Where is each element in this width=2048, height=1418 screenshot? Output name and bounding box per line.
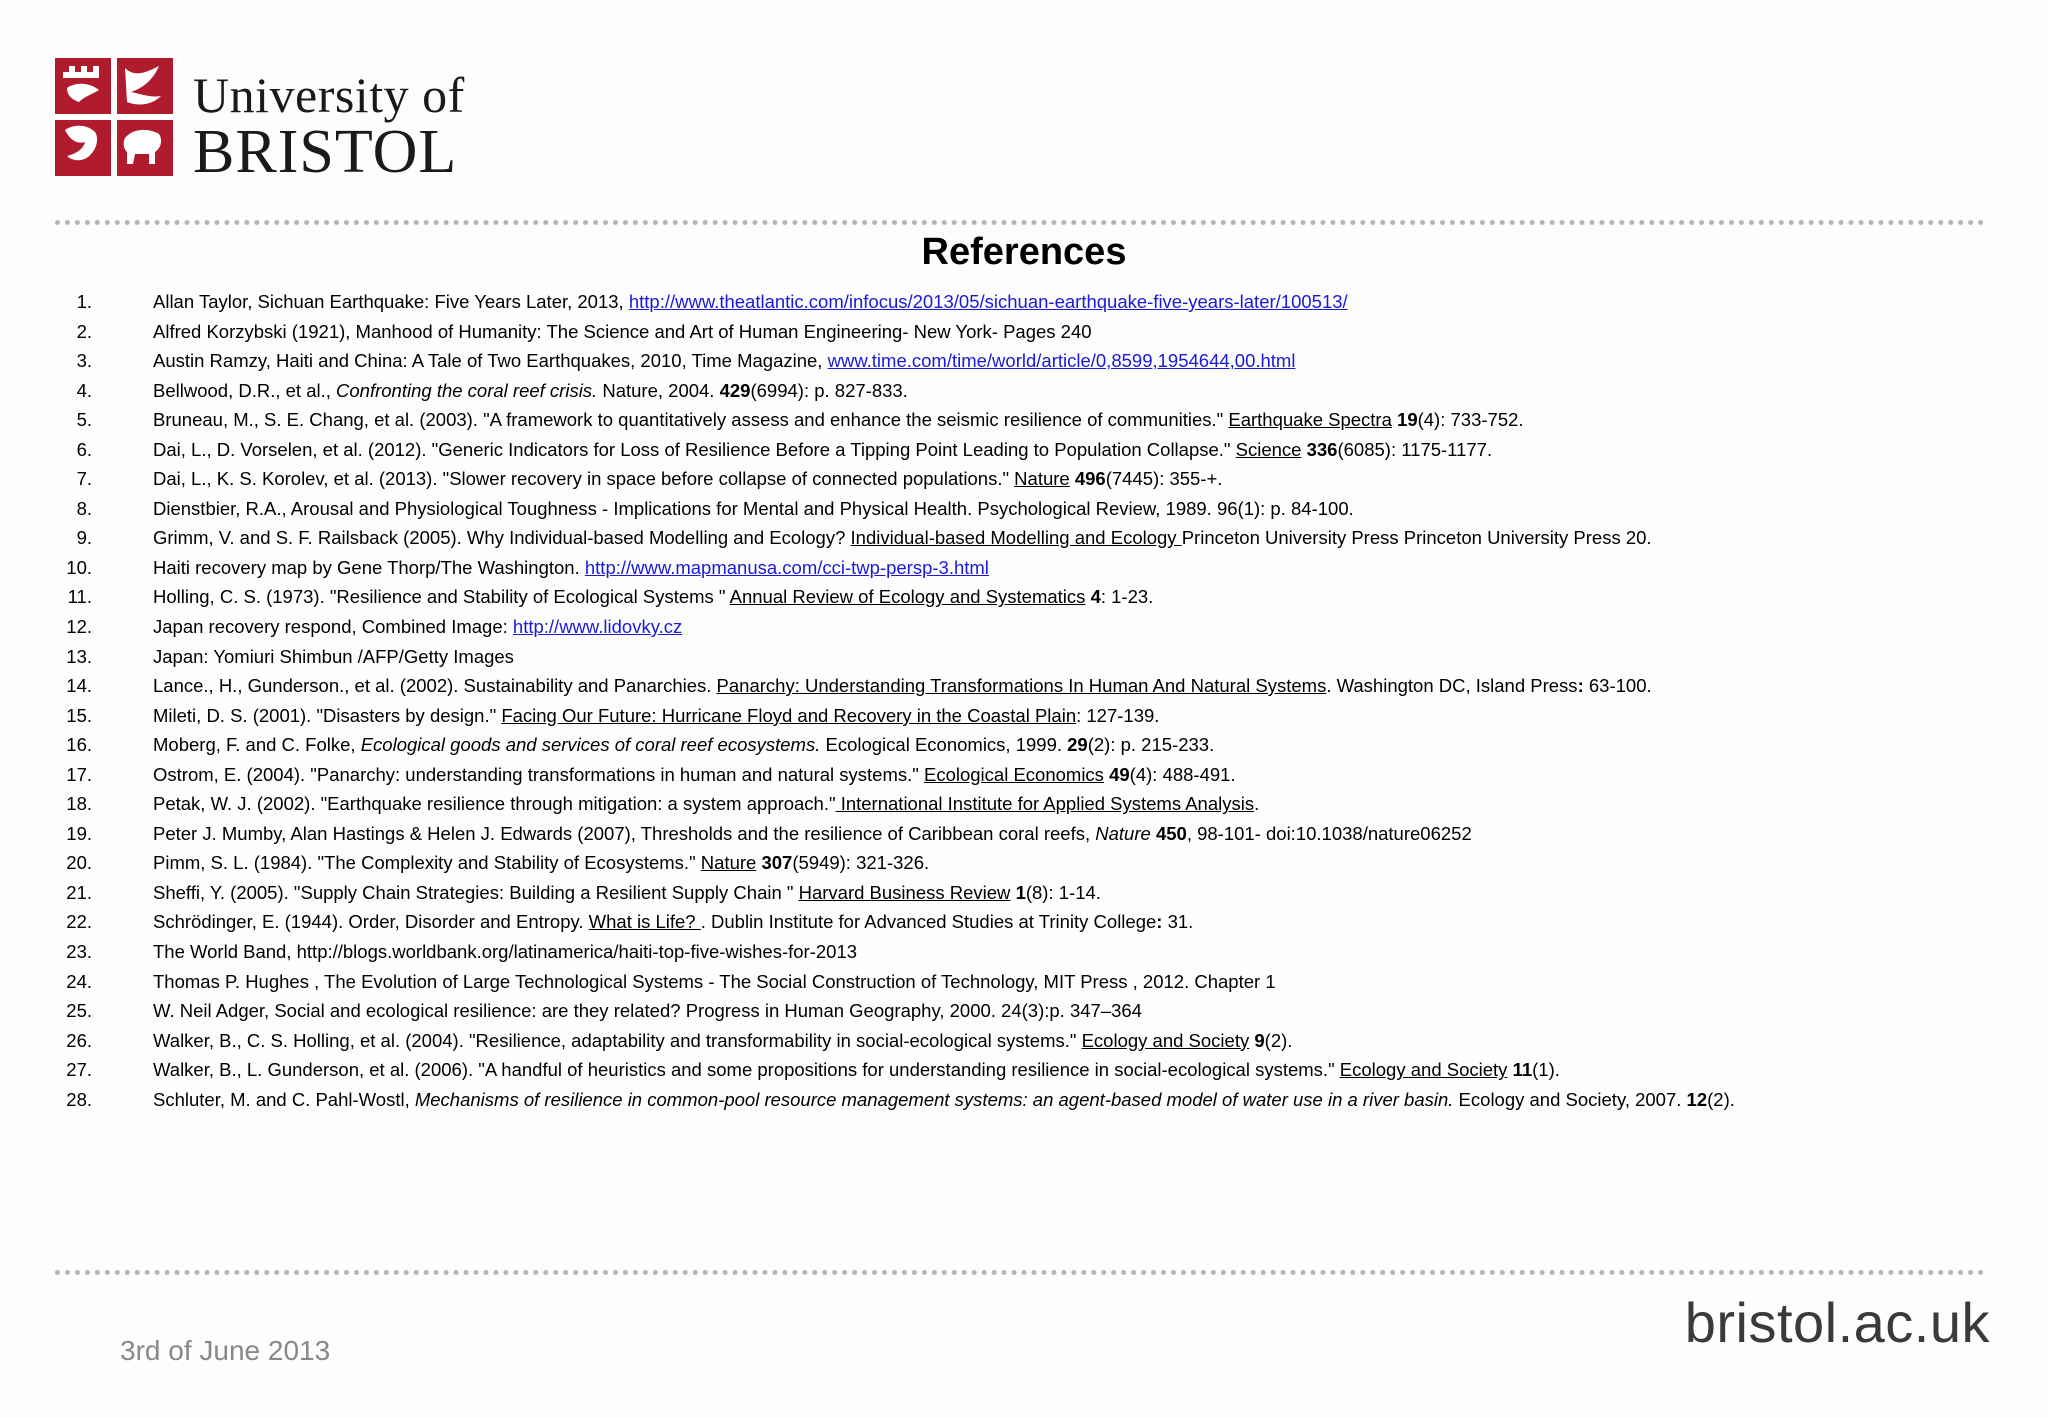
reference-item: [0, 730, 2048, 760]
reference-number: 2.: [76, 320, 92, 342]
reference-link[interactable]: http://www.mapmanusa.com/cci-twp-persp-3.html: [584, 556, 989, 578]
reference-text-segment: Haiti recovery map by Gene Thorp/The Washington.: [153, 556, 585, 578]
bottom-divider: [55, 1270, 1985, 1275]
reference-text-segment: (8): 1-14.: [1025, 881, 1101, 903]
reference-item: [0, 494, 2048, 524]
reference-text: [153, 701, 1159, 731]
reference-text-segment: Bellwood, D.R., et al.,: [153, 379, 337, 401]
reference-text: [153, 553, 989, 583]
reference-item: [0, 1085, 2048, 1115]
reference-bold-text: 49: [1109, 763, 1130, 785]
reference-text-segment: The World Band, http://blogs.worldbank.org/latinamerica/haiti-top-five-wishes-for-2013: [153, 941, 858, 963]
reference-number: 7.: [76, 468, 92, 490]
reference-number: 11.: [67, 586, 92, 608]
reference-text-segment: Peter J. Mumby, Alan Hastings & Helen J. Edwards (2007), Thresholds and the resilience of Caribbean coral reefs,: [153, 822, 1096, 844]
reference-italic-text: Nature: [1095, 822, 1151, 844]
reference-text-segment: Mileti, D. S. (2001). "Disasters by design.": [153, 704, 502, 726]
reference-text-segment: 31.: [1162, 911, 1194, 933]
reference-number: 15.: [66, 704, 92, 726]
reference-number: 18.: [66, 793, 92, 815]
reference-bold-text: 307: [761, 852, 793, 874]
reference-item: [0, 819, 2048, 849]
reference-source-title: Individual-based Modelling and Ecology: [850, 527, 1182, 549]
reference-item: [0, 1055, 2048, 1085]
reference-text-segment: (4): 733-752.: [1417, 409, 1524, 431]
reference-text-segment: (1).: [1532, 1059, 1560, 1081]
reference-bold-text: :: [1577, 675, 1584, 697]
logo-wordmark: [193, 67, 465, 186]
reference-text: [153, 789, 1259, 819]
reference-number: 20.: [66, 852, 92, 874]
logo-line-university-of: University of: [193, 67, 465, 123]
reference-text: [153, 494, 1354, 524]
reference-source-title: Annual Review of Ecology and Systematics: [729, 586, 1086, 608]
reference-text: [153, 464, 1222, 494]
reference-text-segment: , 98-101- doi:10.1038/nature06252: [1186, 822, 1472, 844]
reference-text: [153, 671, 1652, 701]
reference-text-segment: Walker, B., L. Gunderson, et al. (2006). "A handful of heuristics and some propositions for understanding resilience in social-ecological systems.": [153, 1059, 1340, 1081]
reference-text-segment: Pimm, S. L. (1984). "The Complexity and Stability of Ecosystems.": [153, 852, 701, 874]
reference-item: [0, 760, 2048, 790]
reference-number: 5.: [76, 409, 92, 431]
reference-text-segment: Dai, L., D. Vorselen, et al. (2012). "Generic Indicators for Loss of Resilience Before a Tipping Point Leading to Population Collapse.": [153, 438, 1236, 460]
reference-source-title: What is Life?: [588, 911, 701, 933]
reference-text-segment: (7445): 355-+.: [1105, 468, 1223, 490]
reference-text-segment: . Washington DC, Island Press: [1326, 675, 1578, 697]
reference-number: 17.: [66, 763, 92, 785]
reference-text: [153, 1055, 1560, 1085]
page-title: References: [921, 231, 1127, 273]
reference-text: [153, 937, 857, 967]
reference-number: 22.: [66, 911, 92, 933]
reference-source-title: Ecological Economics: [923, 763, 1104, 785]
reference-text: [153, 760, 1236, 790]
reference-text: [153, 907, 1193, 937]
reference-text-segment: Thomas P. Hughes , The Evolution of Large Technological Systems - The Social Construction of Technology, MIT Press , 2012. Chapter 1: [153, 970, 1276, 992]
reference-text: [153, 967, 1276, 997]
reference-text: [153, 376, 908, 406]
reference-text: [153, 1085, 1735, 1115]
reference-bold-text: 1: [1015, 881, 1026, 903]
reference-source-title: International Institute for Applied Systems Analysis: [835, 793, 1255, 815]
reference-link[interactable]: http://www.lidovky.cz: [512, 616, 683, 638]
reference-text-segment: Allan Taylor, Sichuan Earthquake: Five Years Later, 2013,: [153, 291, 629, 312]
reference-text-segment: Petak, W. J. (2002). "Earthquake resilience through mitigation: a system approach.": [153, 793, 836, 815]
reference-item: [0, 967, 2048, 997]
reference-text-segment: Dai, L., K. S. Korolev, et al. (2013). "Slower recovery in space before collapse of connected populations.": [153, 468, 1015, 490]
reference-bold-text: 429: [719, 379, 751, 401]
reference-source-title: Facing Our Future: Hurricane Floyd and Recovery in the Coastal Plain: [501, 704, 1077, 726]
reference-text: [153, 612, 682, 642]
reference-text: [153, 287, 1348, 317]
reference-text: [153, 878, 1101, 908]
reference-text: [153, 996, 1142, 1026]
reference-number: 26.: [66, 1029, 92, 1051]
reference-item: [0, 996, 2048, 1026]
reference-text-segment: Bruneau, M., S. E. Chang, et al. (2003). "A framework to quantitatively assess and enhance the seismic resilience of communities.": [153, 409, 1229, 431]
reference-text-segment: Walker, B., C. S. Holling, et al. (2004). "Resilience, adaptability and transformability in social-ecological systems.": [153, 1029, 1082, 1051]
logo-line-bristol: BRISTOL: [193, 118, 458, 186]
reference-number: 10.: [66, 556, 92, 578]
reference-text-segment: Princeton University Press Princeton University Press 20.: [1181, 527, 1652, 549]
footer-site: bristol.ac.uk: [1684, 1291, 1990, 1354]
reference-text: [153, 317, 1092, 347]
reference-text-segment: (2).: [1264, 1029, 1293, 1051]
reference-item: [0, 937, 2048, 967]
reference-text-segment: Ostrom, E. (2004). "Panarchy: understanding transformations in human and natural systems.": [153, 763, 924, 785]
reference-bold-text: 336: [1306, 438, 1338, 460]
reference-number: 27.: [66, 1059, 92, 1081]
reference-text-segment: . Dublin Institute for Advanced Studies at Trinity College: [700, 911, 1157, 933]
reference-text: [153, 523, 1652, 553]
reference-item: [0, 523, 2048, 553]
reference-number: 6.: [76, 438, 92, 460]
reference-text-segment: Austin Ramzy, Haiti and China: A Tale of Two Earthquakes, 2010, Time Magazine,: [153, 350, 828, 372]
reference-text-segment: (6994): p. 827-833.: [750, 379, 908, 401]
reference-link[interactable]: www.time.com/time/world/article/0,8599,1954644,00.html: [827, 350, 1296, 372]
reference-bold-text: 4: [1090, 586, 1101, 608]
reference-text-segment: (5949): 321-326.: [792, 852, 930, 874]
reference-bold-text: 12: [1686, 1088, 1708, 1110]
reference-text-segment: : 127-139.: [1076, 704, 1160, 726]
reference-text-segment: Lance., H., Gunderson., et al. (2002). Sustainability and Panarchies.: [153, 675, 717, 697]
reference-text: [153, 405, 1524, 435]
reference-text-segment: 63-100.: [1583, 675, 1652, 697]
reference-item: [0, 907, 2048, 937]
reference-item: [0, 878, 2048, 908]
reference-text: [153, 582, 1153, 612]
reference-item: [0, 553, 2048, 583]
reference-text-segment: Japan recovery respond, Combined Image:: [153, 616, 513, 638]
reference-item: [0, 346, 2048, 376]
reference-text-segment: (6085): 1175-1177.: [1337, 438, 1493, 460]
reference-source-title: Panarchy: Understanding Transformations In Human And Natural Systems: [716, 675, 1327, 697]
reference-number: 3.: [76, 350, 92, 372]
reference-item: [0, 789, 2048, 819]
reference-italic-text: Ecological goods and services of coral reef ecosystems.: [360, 734, 821, 756]
reference-item: [0, 1026, 2048, 1056]
reference-text-segment: Sheffi, Y. (2005). "Supply Chain Strategies: Building a Resilient Supply Chain ": [153, 881, 799, 903]
reference-text-segment: (2): p. 215-233.: [1087, 734, 1215, 756]
reference-number: 28.: [66, 1088, 92, 1110]
reference-item: [0, 317, 2048, 347]
reference-number: 16.: [66, 734, 92, 756]
reference-text: [153, 435, 1492, 465]
reference-number: 14.: [66, 675, 92, 697]
reference-bold-text: 496: [1074, 468, 1106, 490]
reference-text-segment: Grimm, V. and S. F. Railsback (2005). Why Individual-based Modelling and Ecology?: [153, 527, 851, 549]
reference-text: [153, 642, 514, 672]
reference-source-title: Ecology and Society: [1339, 1059, 1508, 1081]
reference-italic-text: Confronting the coral reef crisis.: [336, 379, 598, 401]
reference-bold-text: 19: [1397, 409, 1418, 431]
footer-date: 3rd of June 2013: [120, 1335, 331, 1366]
top-divider: [55, 220, 1985, 225]
reference-number: 23.: [66, 941, 92, 963]
reference-text: [153, 730, 1214, 760]
reference-item: [0, 435, 2048, 465]
references-list: [0, 287, 2048, 1114]
reference-number: 4.: [76, 379, 92, 401]
reference-text-segment: (2).: [1707, 1088, 1735, 1110]
reference-source-title: Nature: [700, 852, 757, 874]
reference-item: [0, 612, 2048, 642]
reference-text-segment: Nature, 2004.: [597, 379, 720, 401]
reference-number: 12.: [66, 616, 92, 638]
reference-text-segment: Dienstbier, R.A., Arousal and Physiological Toughness - Implications for Mental and Physical Health. Psychological Review, 1989. 96(1): p. 84-100.: [153, 497, 1354, 519]
reference-item: [0, 464, 2048, 494]
reference-text-segment: .: [1254, 793, 1260, 815]
reference-source-title: Ecology and Society: [1081, 1029, 1250, 1051]
reference-text-segment: Ecological Economics, 1999.: [820, 734, 1068, 756]
reference-item: [0, 642, 2048, 672]
reference-bold-text: 29: [1067, 734, 1088, 756]
reference-source-title: Science: [1235, 438, 1302, 460]
reference-text: [153, 1026, 1292, 1056]
reference-text-segment: Schluter, M. and C. Pahl-Wostl,: [153, 1088, 415, 1110]
reference-item: [0, 701, 2048, 731]
reference-number: 24.: [66, 970, 92, 992]
reference-item: [0, 405, 2048, 435]
reference-item: [0, 671, 2048, 701]
reference-text-segment: Japan: Yomiuri Shimbun /AFP/Getty Images: [153, 645, 514, 667]
reference-item: [0, 582, 2048, 612]
reference-number: 13.: [66, 645, 92, 667]
reference-number: 21.: [66, 881, 92, 903]
reference-source-title: Nature: [1014, 468, 1070, 490]
bristol-crest-icon: [55, 58, 173, 176]
reference-italic-text: Mechanisms of resilience in common-pool resource management systems: an agent-based model of water use in a river basin.: [414, 1088, 1454, 1110]
reference-number: 8.: [76, 497, 92, 519]
reference-item: [0, 287, 2048, 317]
reference-number: 1.: [76, 291, 92, 312]
reference-text-segment: (4): 488-491.: [1129, 763, 1236, 785]
reference-bold-text: 450: [1155, 822, 1187, 844]
reference-bold-text: 9: [1254, 1029, 1265, 1051]
reference-text-segment: Moberg, F. and C. Folke,: [153, 734, 361, 756]
reference-bold-text: :: [1156, 911, 1163, 933]
reference-text: [153, 819, 1472, 849]
reference-source-title: Harvard Business Review: [798, 881, 1011, 903]
reference-text-segment: Schrödinger, E. (1944). Order, Disorder and Entropy.: [153, 911, 589, 933]
reference-number: 25.: [66, 1000, 92, 1022]
reference-item: [0, 376, 2048, 406]
reference-source-title: Earthquake Spectra: [1228, 409, 1392, 431]
reference-bold-text: 11: [1512, 1059, 1533, 1081]
reference-text-segment: Alfred Korzybski (1921), Manhood of Humanity: The Science and Art of Human Engineering- New York- Pages 240: [153, 320, 1092, 342]
reference-number: 19.: [66, 822, 92, 844]
reference-item: [0, 848, 2048, 878]
reference-text-segment: Holling, C. S. (1973). "Resilience and Stability of Ecological Systems ": [153, 586, 730, 608]
reference-text: [153, 346, 1295, 376]
reference-text-segment: Ecology and Society, 2007.: [1453, 1088, 1687, 1110]
reference-text-segment: : 1-23.: [1100, 586, 1154, 608]
reference-text: [153, 848, 929, 878]
reference-link[interactable]: http://www.theatlantic.com/infocus/2013/05/sichuan-earthquake-five-years-later/100513/: [628, 291, 1348, 312]
university-logo: [55, 58, 495, 186]
reference-text-segment: W. Neil Adger, Social and ecological resilience: are they related? Progress in Human Geography, 2000. 24(3):p. 347–364: [153, 1000, 1142, 1022]
reference-number: 9.: [76, 527, 92, 549]
